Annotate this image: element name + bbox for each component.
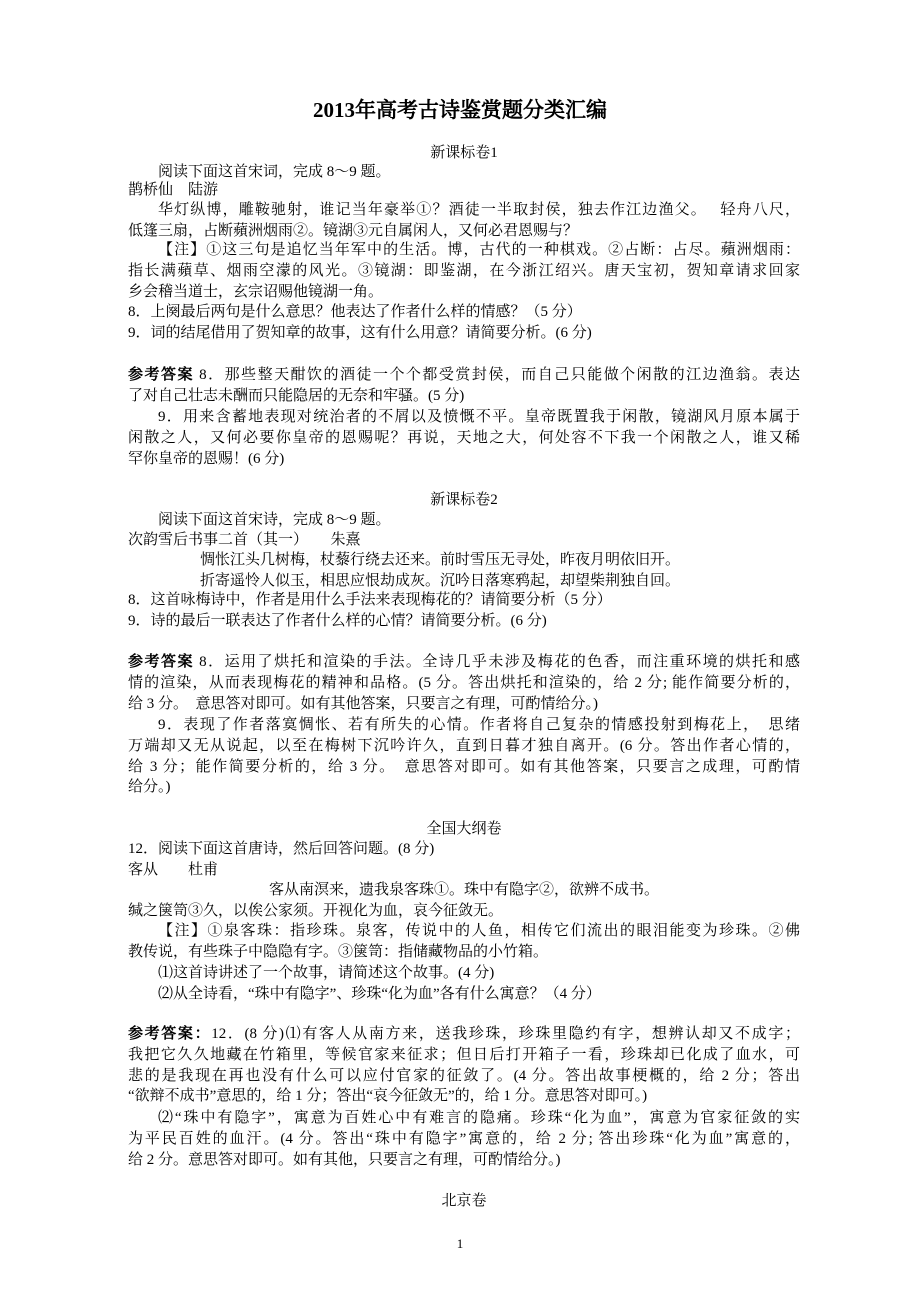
text-line: 缄之箧笥③久，以俟公家须。开视化为血，哀今征敛无。	[128, 902, 504, 919]
poem-title	[128, 860, 800, 881]
text-line: 悲的是我现在再也没有什么可以应付官家的征敛了。(4 分。答出故事梗概的，给 2 分；答出	[128, 1067, 800, 1084]
poem-title	[128, 530, 800, 551]
answer-12-2	[128, 1108, 800, 1170]
text-line	[128, 365, 800, 386]
section-heading: 新课标卷1	[430, 145, 498, 161]
text-line: 【注】①这三句是追忆当年军中的生活。博，古代的一种棋戏。②占断：占尽。蘋洲烟雨：	[158, 242, 800, 258]
poem-notes	[128, 240, 800, 302]
poem-text	[128, 880, 800, 922]
answer-label: 参考答案：	[128, 1026, 212, 1042]
text-line: 次韵雪后书事二首（其一） 朱熹	[128, 532, 361, 548]
text-line: 【注】①泉客珠：指珍珠。泉客，传说中的人鱼，相传它们流出的眼泪能变为珍珠。②佛	[158, 923, 800, 939]
answer-8	[128, 652, 800, 714]
section-heading: 新课标卷2	[430, 492, 498, 508]
text-line: 给 3 分。 意思答对即可。如有其他答案，只要言之有理，可酌情给分。)	[128, 695, 598, 712]
text-line: 乡会稽当道士，玄宗诏赐他镜湖一角。	[128, 283, 384, 300]
text-line: ⑵从全诗看，“珠中有隐字”、珍珠“化为血”各有什么寓意？（4 分）	[158, 985, 601, 1002]
text-line: 闲散之人，又何必要你皇帝的恩赐呢？再说，天地之大，何处容不下我一个闲散之人，谁又稀	[128, 429, 800, 446]
answer-9	[128, 407, 800, 469]
text-line: 8．这首咏梅诗中，作者是用什么手法来表现梅花的？请简要分析（5 分）	[128, 592, 612, 608]
questions	[128, 302, 800, 344]
answer-label: 参考答案	[128, 367, 194, 383]
text-line	[128, 652, 800, 673]
section-heading: 全国大纲卷	[426, 821, 502, 837]
text-line: ⑴这首诗讲述了一个故事，请简述这个故事。(4 分)	[158, 965, 495, 981]
text-line: 给 3 分；能作简要分析的，给 3 分。 意思答对即可。如有其他答案，只要言之成理，可酌情	[128, 758, 800, 775]
questions	[158, 963, 800, 1005]
poem-notes	[128, 921, 800, 963]
text-line: 给分。)	[128, 779, 171, 796]
poem-text	[128, 200, 800, 242]
text-line: 惆怅江头几树梅，杖藜行绕去还来。前时雪压无寻处，昨夜月明依旧开。	[200, 552, 681, 568]
text-line: 鹊桥仙 陆游	[128, 182, 219, 198]
text-line: 9．用来含蓄地表现对统治者的不屑以及愤慨不平。皇帝既置我于闲散，镜湖风月原本属于	[158, 409, 800, 425]
poem-title	[128, 180, 800, 201]
answer-8	[128, 365, 800, 407]
answer-text: 8．运用了烘托和渲染的手法。全诗几乎未涉及梅花的色香，而注重环境的烘托和感	[193, 654, 800, 670]
text-line: 了对自己壮志未酬而只能隐居的无奈和牢骚。(5 分)	[128, 387, 465, 404]
answer-9	[128, 715, 800, 798]
text-line: 万端却又无从说起，以至在梅树下沉吟许久，直到日暮才独自离开。(6 分。答出作者心情的，	[128, 737, 800, 754]
text-line: 我把它久久地藏在竹箱里，等候官家来征求；但日后打开箱子一看，珍珠却已化成了血水，可	[128, 1046, 800, 1063]
text-line: 9．表现了作者落寞惆怅、若有所失的心情。作者将自己复杂的情感投射到梅花上， 思绪	[158, 717, 800, 733]
poem-text	[200, 550, 800, 592]
questions	[128, 590, 800, 632]
text-line: 客从南溟来，遗我泉客珠①。珠中有隐字②，欲辨不成书。	[268, 882, 659, 898]
text-line: 华灯纵博，雕鞍驰射，谁记当年豪举①？酒徒一半取封侯，独去作江边渔父。 轻舟八尺，	[158, 202, 800, 218]
document-title: 2013年高考古诗鉴赏题分类汇编	[313, 98, 607, 122]
text-line: ⑵“珠中有隐字”，寓意为百姓心中有难言的隐痛。珍珠“化为血”，寓意为官家征敛的实	[158, 1110, 800, 1126]
text-line: 8．上阕最后两句是什么意思？他表达了作者什么样的情感？（5 分）	[128, 304, 582, 320]
text-line: 给 2 分。意思答对即可。如有其他，只要言之有理，可酌情给分。)	[128, 1151, 561, 1168]
text-line: 12．阅读下面这首唐诗，然后回答问题。(8 分)	[128, 841, 435, 857]
text-line: 客从 杜甫	[128, 862, 219, 878]
text-line: “欲辩不成书”意思的，给 1 分；答出“哀今征敛无”的，给 1 分。意思答对即可。)	[128, 1088, 648, 1105]
text-line: 教传说，有些珠子中隐隐有字。③箧笥：指储藏物品的小竹箱。	[128, 943, 549, 960]
answer-label: 参考答案	[128, 654, 194, 670]
text-line: 指长满蘋草、烟雨空濛的风光。③镜湖：即鉴湖，在今浙江绍兴。唐天宝初，贺知章请求回家	[128, 262, 800, 279]
text-line: 阅读下面这首宋诗，完成 8～9 题。	[158, 512, 391, 528]
section-heading: 北京卷	[441, 1193, 487, 1209]
text-line: 罕你皇帝的恩赐！(6 分)	[128, 450, 285, 467]
text-line: 低篷三扇，占断蘋洲烟雨②。镜湖③元自属闲人，又何必君恩赐与？	[128, 222, 579, 239]
text-line: 阅读下面这首宋词，完成 8～9 题。	[158, 164, 391, 180]
text-line: 9．词的结尾借用了贺知章的故事，这有什么用意？请简要分析。(6 分)	[128, 324, 592, 341]
text-line: 9．诗的最后一联表达了作者什么样的心情？请简要分析。(6 分)	[128, 612, 547, 629]
page-number: 1	[456, 1236, 464, 1251]
text-line	[128, 1024, 800, 1045]
answer-12-1	[128, 1024, 800, 1107]
text-line: 为平民百姓的血汗。(4 分。答出“珠中有隐字”寓意的，给 2 分; 答出珍珠“化为血”寓意的，	[128, 1130, 800, 1147]
text-line: 情的渲染，从而表现梅花的精神和品格。(5 分。答出烘托和渲染的，给 2 分; 能作简要分析的，	[128, 674, 800, 691]
answer-text: 8．那些整天酣饮的酒徒一个个都受赏封侯，而自己只能做个闲散的江边渔翁。表达	[193, 367, 800, 383]
reading-instruction	[128, 839, 800, 860]
answer-text: 12．(8 分)⑴有客人从南方来，送我珍珠，珍珠里隐约有字，想辨认却又不成字；	[211, 1026, 800, 1042]
reading-instruction	[128, 510, 800, 531]
text-line: 折寄遥怜人似玉，相思应恨劫成灰。沉吟日落寒鸦起，却望柴荆独自回。	[200, 572, 681, 589]
